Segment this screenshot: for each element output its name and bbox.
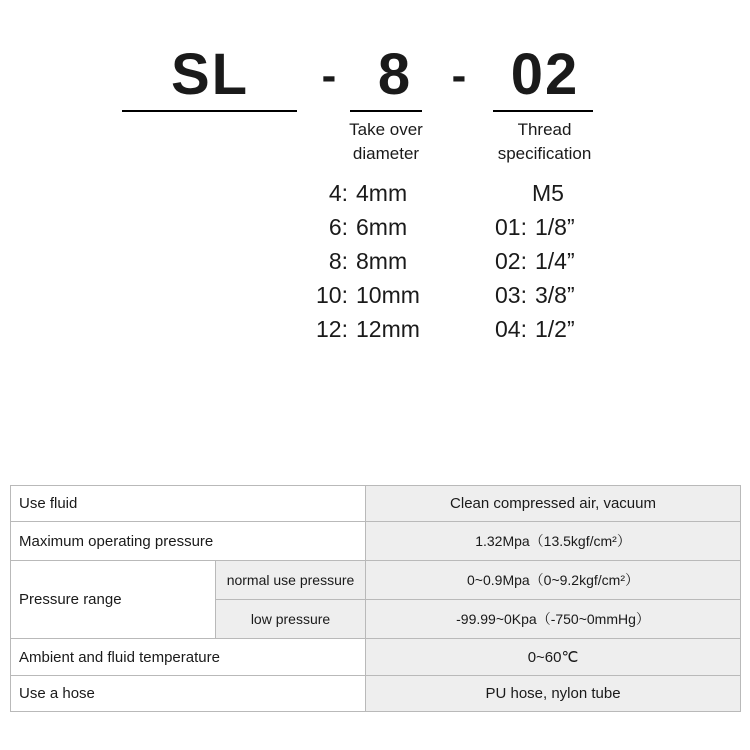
list-item	[286, 244, 452, 278]
list-item	[468, 176, 628, 210]
code-series: SL	[170, 42, 250, 107]
table-row	[11, 676, 741, 712]
option-key: 04:	[495, 316, 527, 342]
option-value: 12mm	[356, 316, 420, 342]
list-item	[468, 278, 628, 312]
diameter-caption	[306, 118, 466, 166]
underline-diameter	[350, 110, 422, 112]
thread-caption-line1: Thread	[517, 120, 572, 139]
model-code-row	[120, 32, 640, 107]
code-dash-1: -	[321, 51, 339, 100]
list-item	[286, 176, 452, 210]
option-value: 10mm	[356, 282, 420, 308]
option-value: 6mm	[356, 214, 408, 240]
row-sublabel: low pressure	[216, 600, 366, 639]
list-item	[468, 244, 628, 278]
specification-table	[10, 485, 741, 712]
option-key: 03:	[495, 282, 527, 308]
row-value: 0~0.9Mpa（0~9.2kgf/cm²）	[366, 561, 741, 600]
option-key: 12:	[316, 316, 348, 342]
option-value: M5	[532, 180, 564, 206]
list-item	[286, 210, 452, 244]
diameter-caption-line2: diameter	[352, 144, 420, 163]
code-diameter: 8	[377, 42, 413, 107]
option-value: 3/8”	[535, 282, 575, 308]
thread-option-list	[468, 176, 628, 346]
thread-caption	[462, 118, 627, 166]
table-row	[11, 522, 741, 561]
diameter-caption-line1: Take over	[349, 120, 423, 139]
list-item	[286, 278, 452, 312]
underline-thread	[493, 110, 593, 112]
option-key: 4:	[328, 180, 348, 206]
option-key: 02:	[495, 248, 527, 274]
row-label: Use a hose	[11, 676, 366, 712]
option-key: 01:	[495, 214, 527, 240]
option-key: 8:	[328, 248, 348, 274]
thread-caption-line2: specification	[497, 144, 592, 163]
row-value: -99.99~0Kpa（-750~0mmHg）	[366, 600, 741, 639]
row-value: Clean compressed air, vacuum	[366, 486, 741, 522]
table-row	[11, 486, 741, 522]
list-item	[286, 312, 452, 346]
option-value: 1/8”	[535, 214, 575, 240]
row-label: Use fluid	[11, 486, 366, 522]
option-key: 6:	[328, 214, 348, 240]
row-label: Ambient and fluid temperature	[11, 639, 366, 676]
option-key: 10:	[316, 282, 348, 308]
row-value: PU hose, nylon tube	[366, 676, 741, 712]
row-sublabel: normal use pressure	[216, 561, 366, 600]
underline-series	[122, 110, 297, 112]
code-thread: 02	[510, 42, 580, 107]
option-value: 8mm	[356, 248, 408, 274]
list-item	[468, 312, 628, 346]
diameter-option-list	[286, 176, 452, 346]
row-label: Maximum operating pressure	[11, 522, 366, 561]
table-row	[11, 639, 741, 676]
row-value: 1.32Mpa（13.5kgf/cm²）	[366, 522, 741, 561]
option-value: 1/4”	[535, 248, 575, 274]
row-label: Pressure range	[11, 561, 216, 639]
option-value: 1/2”	[535, 316, 575, 342]
list-item	[468, 210, 628, 244]
table-row	[11, 561, 741, 600]
option-value: 4mm	[356, 180, 408, 206]
code-dash-2: -	[451, 51, 469, 100]
row-value: 0~60℃	[366, 639, 741, 676]
